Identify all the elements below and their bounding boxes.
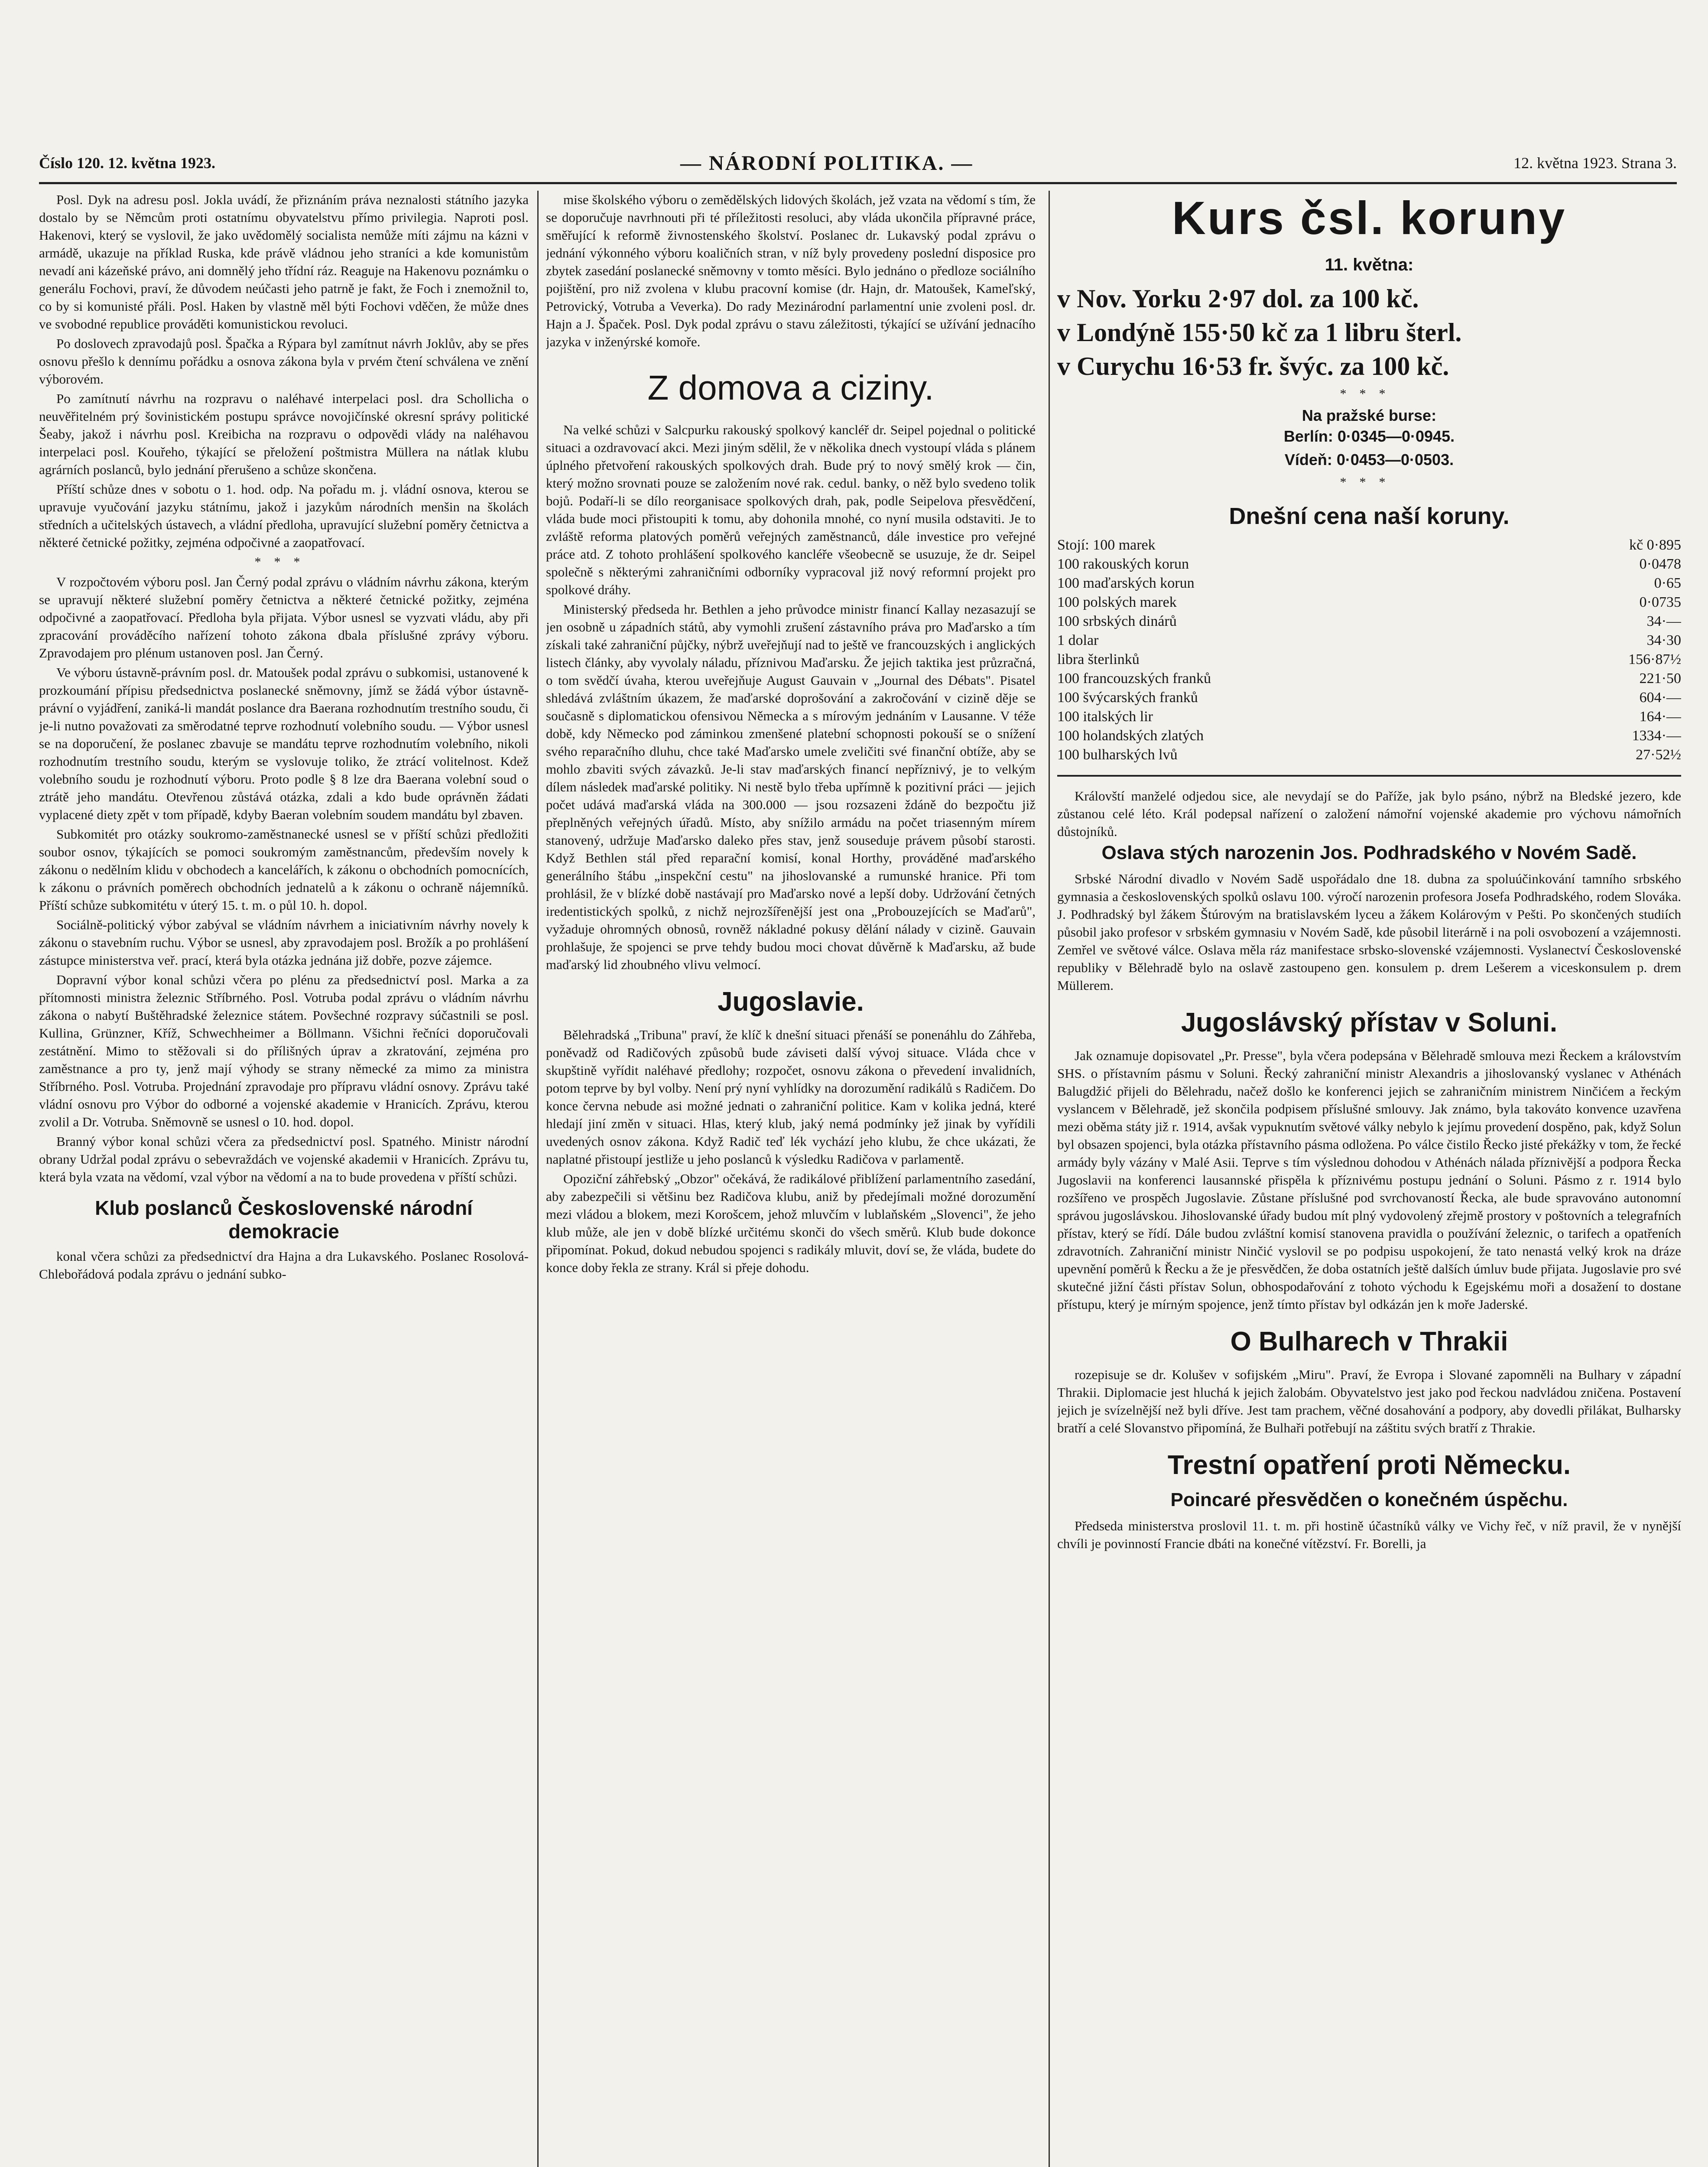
paragraph: Ministerský předseda hr. Bethlen a jeho průvodce ministr financí Kallay nezasazují se jen osobně u západních států, aby vymohli zrušení zástavního práva pro Maďarsko a tím získali také zahraniční půjčky, nýbrž uveřejňují nad to ještě ve francouzských i anglických listech články, aby vyvolaly náladu, příznivou Maďarsku. Že jejich taktika jest průzračná, o tom svědčí úvaha, kterou uveřejňuje August Gauvain v „Journal des Débats". Pisatel shledává zvláštním úkazem, že maďarské doprošování a zakročování v cizině děje se současně s diplomatickou ofensivou Německa a s mírovým jednáním v Lausanne. V téže době, kdy Německo pod záminkou zmenšené platební schopnosti pokouší se o snížení svého reparačního dluhu, chce také Maďarsko umele zveličiti své finanční obtíže, aby se mohlo zbaviti svých závazků. Je-li stav maďarských financí nepříznivý, je to velkým dílem následek maďarské politiky. Ni nestě bylo třeba upřímně k pozitivní práci — jejich počet udává maďarská vláda na 300.000 — jsou rozsazeni ždáně do bezpočtu již přeplněných veřejných úřadů. Místo, aby snížilo armádu na počet triasenným mírem stanovený, udržuje Maďarsko daleko přes stav, jenž souseduje právem působí starosti. Když Bethlen stál před reparační komisí, konal Horthy, prováděné maďarského generálního štábu „inspekční cestu" na jihoslovanské a rumunské hranice. Při tom prohlásil, že v blízké době nastávají pro Maďarsko nové a lepší doby. Udržování četných iredentistických spolků, z nichž nejrozšířenější jest ona „Probouzejících se Maďarů", vyžaduje ohromných obnosů, rovněž nákladné pokusy dělání nálady v cizině. Gauvain prohlašuje, že spojenci se prve tehdy budou moci chovat důvěrně k Maďarsku, až bude maďarský lid zhoubného vlivu velmocí. — [546, 602, 1036, 972]
price-row — [1057, 669, 1681, 688]
paragraph: konal včera schůzi za předsednictví dra Hajna a dra Lukavského. Poslanec Rosolová-Chlebořádová podala zprávu o jednání subko- — [39, 1249, 529, 1282]
paragraph: Po doslovech zpravodajů posl. Špačka a Rýpara byl zamítnut návrh Joklův, aby se přes osnovu přešlo k dennímu pořádku a osnova zákona byla v prvém čtení schválena ve znění výborovém. — [39, 336, 529, 387]
paragraph: Subkomitét pro otázky soukromo-zaměstnanecké usnesl se v příští schůzi předložiti soubor osnov, týkajících se pomoci soukromým zaměstnancům, především novely k zákonu o nedělním klidu v obchodech a kancelářích, k zákonu o obchodních pomocnících, k zákonu o právních poměrech obchodních jednatelů a k zákonu o ochraně nájemníků. Příští schůze subkomitétu v úterý 15. t. m. o půl 10. h. dopol. — [39, 826, 529, 913]
paragraph: Královští manželé odjedou sice, ale nevydají se do Paříže, jak bylo psáno, nýbrž na Bledské jezero, kde zůstanou celé léto. Král podepsal nařízení o založení námořní vojenské akademie pro výchovu námořních důstojníků. — [1057, 788, 1681, 839]
section-heading-domova: Z domova a ciziny. — [647, 368, 934, 407]
price-row — [1057, 745, 1681, 765]
paragraph: Ve výboru ústavně-právním posl. dr. Matoušek podal zprávu o subkomisi, ustanovené k prozkoumání přípisu předsednictva poslanecké sněmovny, jímž se žádá výbor ústavně-právní o vyjádření, zaniká-li mandát poslance dra Baerana rozhodnutím trestního soudu, či je-li nutno považovati za směrodatné teprve rozhodnutí volebního soudu. — Výbor usnesl se na doporučení, že poslanec zbavuje se mandátu teprve rozhodnutím volebního, nikoli rozhodnutím trestního soudu, kterým se vyslovuje toliko, že ztrácí volitelnost. Kdež volebního soudu je rozhodnutí výboru. Proto podle § 8 lze dra Baerana volební soud o ztrátě jeho mandátu. Otevřenou zůstává otázka, zdali a kdo bude oprávněn žádati vyplacené diety zpět v tom případě, kdyby Baeran volebním soudem mandátu byl zbaven. — [39, 665, 529, 822]
price-row — [1057, 707, 1681, 726]
price-label: Stojí: 100 marek — [1057, 537, 1156, 553]
column-divider — [1049, 191, 1050, 2167]
paragraph: Předseda ministerstva proslovil 11. t. m. při hostině účastníků války ve Vichy řeč, v níž pravil, že v nynější chvíli je povinností Francie dbáti na konečné vítězství. Fr. Borelli, ja — [1057, 1518, 1681, 1551]
newspaper-title: — NÁRODNÍ POLITIKA. — — [680, 152, 974, 175]
price-table-title: Dnešní cena naší koruny. — [1229, 503, 1510, 529]
price-value: 0·65 — [1654, 575, 1681, 591]
paragraph: Branný výbor konal schůzi včera za předsednictví posl. Spatného. Ministr národní obrany Udržal podal zprávu o sebevraždách ve vojenské akademii v Hranicích. Zprávu tu, která byla vzata na vědomí, vzal výbor na vědomí a na to bude provedena v příští schůzi. — [39, 1134, 529, 1184]
price-label: 100 švýcarských franků — [1057, 690, 1198, 706]
section-separator: *** — [1340, 387, 1399, 401]
price-value: kč 0·895 — [1629, 537, 1681, 553]
column-divider — [537, 191, 539, 2167]
section-heading-oslava: Oslava stých narozenin Jos. Podhradského v Novém Sadě. — [1101, 842, 1637, 863]
date-page: 12. května 1923. Strana 3. — [1513, 154, 1677, 172]
bourse-title: Na pražské burse: — [1302, 407, 1437, 424]
page-header — [39, 154, 1677, 180]
price-value: 27·52½ — [1636, 747, 1681, 763]
issue-number: Číslo 120. 12. května 1923. — [39, 154, 216, 172]
price-label: libra šterlinků — [1057, 651, 1140, 667]
paragraph: rozepisuje se dr. Kolušev v sofijském „Miru". Praví, že Evropa i Slované zapomněli na Bulhary v západní Thrakii. Diplomacie jest hluchá k jejich žalobám. Obyvatelstvo jest jako pod řeckou nadvládou zničena. Postavení jejich je svízelnější než byli dříve. Jest tam prachem, věčné dosahování a podpory, aby dovedli přilákat, Bulharsky bratří a celé Slovanstvo připomíná, že Bulhaři potřebují na záštitu svých bratří z Thrakie. — [1057, 1367, 1681, 1435]
box-rule — [1057, 775, 1681, 777]
price-row — [1057, 555, 1681, 574]
price-label: 100 italských lir — [1057, 709, 1153, 725]
paragraph: Srbské Národní divadlo v Novém Sadě uspořádalo dne 18. dubna za spoluúčinkování tamního srbského gymnasia a československých spolků oslavu 100. výročí narozenin profesora Josefa Podhradského, rodem Slováka. J. Podhradský byl žákem Štúrovým na bratislavském lyceu a žákem Kolárovým v Pešti. Po skončených studiích působil jako profesor v srbském gymnasiu v Novém Sadě, kde působil literárně i na poli osvobození a vzájemnosti. Zemřel ve světové válce. Oslava měla ráz manifestace srbsko-slovenské vzájemnosti. Vyslanectví Československé republiky v Bělehradě bylo na oslavě zastoupeno gen. konsulem p. drem Lešerem a viceskonsulem p. drem Müllerem. — [1057, 871, 1681, 993]
price-label: 100 rakouských korun — [1057, 556, 1189, 572]
section-heading-trest: Trestní opatření proti Německu. — [1167, 1450, 1571, 1480]
column-2 — [546, 191, 1036, 2167]
section-heading-bulhari: O Bulharech v Thrakii — [1230, 1327, 1508, 1357]
price-value: 604·— — [1639, 690, 1681, 706]
price-label: 100 holandských zlatých — [1057, 728, 1204, 744]
section-heading-pristav: Jugoslávský přístav v Soluni. — [1181, 1008, 1558, 1038]
column-1 — [39, 191, 529, 2167]
price-label: 100 srbských dinárů — [1057, 613, 1177, 629]
price-label: 1 dolar — [1057, 632, 1099, 648]
price-row — [1057, 650, 1681, 669]
price-row — [1057, 593, 1681, 612]
bourse-berlin: Berlín: 0·0345—0·0945. — [1283, 427, 1455, 445]
price-value: 34·30 — [1646, 632, 1681, 648]
club-heading: Klub poslanců Československé národní demokracie — [95, 1197, 473, 1243]
price-row — [1057, 688, 1681, 707]
section-subheading-trest: Poincaré přesvědčen o konečném úspěchu. — [1170, 1489, 1568, 1510]
price-value: 221·50 — [1639, 670, 1681, 687]
currency-box-title: Kurs čsl. koruny — [1172, 192, 1567, 244]
price-row — [1057, 574, 1681, 593]
paragraph: Po zamítnutí návrhu na rozpravu o naléhavé interpelaci posl. dra Schollicha o neuvěřitelném prý šovinistickém postupu správce novojičínské okresní správy politické Šeaby, jakož i návrhu posl. Kreibicha na rozpravu o odpovědi vlády na naléhavou interpelaci posl. Kouřeho, týkající se přeložení poštmistra Müllera na nátlak klubu agrárních poslanců, bylo jednání přerušeno a schůze skončena. — [39, 391, 529, 477]
price-label: 100 bulharských lvů — [1057, 747, 1178, 763]
section-separator: *** — [254, 555, 313, 569]
paragraph: Jak oznamuje dopisovatel „Pr. Presse", byla včera podepsána v Bělehradě smlouva mezi Řeckem a královstvím SHS. o přístavním pásmu v Soluni. Řecký zahraniční ministr Alexandris a jihoslovanský vyslanec v Athénách Balugdžić přijeli do Bělehradu, načež došlo ke konferenci jejich se zahraničním ministrem Ninčićem a řeckým vyslancem v Bělehradě, jež skončila podpisem příslušné smlouvy. Jak známo, byla takováto konvence uzavřena mezi oběma státy již r. 1914, avšak vypuknutím světové války nebylo k jejímu provedení dospěno, pak, když Solun byl obsazen spojenci, byla otázka přístavního pásma odložena. Po válce čistilo Řecko jisté překážky v tom, že řecké armády byly vázány v Malé Asii. Teprve s tím výslednou dohodou v Athénách nálada příznivější a podpora Řecka Jugoslavii na konferenci lausannské přispěla k příznivému postupu jednání o Soluni. Pásmo z r. 1914 bylo rozšířeno ve prospěch Jugoslavie. Zůstane příslušné pod svrchovaností Řecka, ale bude spravováno autonomní správou jugoslávskou. Jihoslovanské úřady budou mít plný vydovolený zřejmě prostory v poštovních a telegrafních přístav, který se řídí. Dále budou zvláštní komisí stanovena pravidla o používání železnic, o tarifech a opatřeních zdravotních. Zahraniční ministr Ninčić vyslovil se po podpisu uspokojení, že tato nenastá velký krok na dráze upevnění poměrů k Řecku a že je přesvědčen, že doba ostatních ještě dalších úmluv bude přijata. Jugoslavie pro své skutečné jižní části přístav Solun, obhospodařování z tohoto východu k Egejskému moři a dosažení to dostane přístupu, který je mírným spojence, jenž tímto přístav byl odkázán jen k moře Jaderské. — [1057, 1048, 1681, 1312]
price-row — [1057, 631, 1681, 650]
price-row — [1057, 726, 1681, 745]
price-value: 0·0735 — [1639, 594, 1681, 610]
paragraph: Opoziční záhřebský „Obzor" očekává, že radikálové přiblížení parlamentního zasedání, aby zabezpečili si většinu bez Radičova klubu, aniž by předejímali možné dorozumění mezi vládou a blokem, mezi Korošcem, jehož mluvčím v lublaňském „Slovenci", že jeho klub může, ale jen v době blízké určitému skonči do všech směrů. Klub bude dokonce připomínat. Pokud, dokud nebudou spojenci s radikály mluvit, doví se, že vláda, budete do konce doby řekla ze strany. Král si přeje dohodu. — [546, 1171, 1036, 1275]
paragraph: Bělehradská „Tribuna" praví, že klíč k dnešní situaci přenáší se ponenáhlu do Záhřeba, poněvadž od Radičových způsobů bude záviseti další vývoj situace. Vláda chce v skupštině vyřídit naléhavé předlohy; rozpočet, osnovu zákona o převedení invalidních, potom teprve by byl volby. Není prý nyní vyhlídky na dorozumění radikálů s Radičem. Do konce června nebude asi možné jednati o zahraniční politice. Kam v kolika jedná, které hledají jiní změn v situaci. Hlas, který klub, jaký nemá podmínky jež jinak by vyřídili uvedených osnov zákona. Když Radič teď lék vychází jeho klubu, že chce ukázati, že naplatné přistoupí jestliže u jeho poslanců k výsledku Radičova v parlamentě. — [546, 1027, 1036, 1167]
rate-new-york: v Nov. Yorku 2·97 dol. za 100 kč. — [1057, 284, 1419, 313]
price-row — [1057, 612, 1681, 631]
price-label: 100 polských marek — [1057, 594, 1177, 610]
price-value: 0·0478 — [1639, 556, 1681, 572]
paragraph: mise školského výboru o zemědělských lidových školách, jež vzata na vědomí s tím, že se doporučuje navrhnouti při té příležitosti resoluci, aby vláda ukončila přípravné práce, směřující k reformě živnostenského školství. Poslanec dr. Lukavský podal zprávu o jednání výkonného výboru koaličních stran, v níž byly provedeny poslední disposice pro zbytek zasedání poslanecké sněmovny v tomto měsíci. Bylo jednáno o předloze sociálního pojištění, pro niž zvolena v klubu pracovní komise (dr. Hajn, dr. Matoušek, Kameľský, Petrovický, Votruba a Veverka). Do rady Mezinárodní parlamentní unie zvoleni posl. dr. Hajn a J. Špaček. Posl. Dyk podal zprávu o stavu záležitosti, týkající se užívání jednacího jazyka v inženýrské komoře. — [546, 192, 1036, 349]
paragraph: Posl. Dyk na adresu posl. Jokla uvádí, že přiznáním práva neznalosti státního jazyka dostalo by se Němcům proti ostatnímu obyvatelstvu přímo privilegia. Naproti posl. Hakenovi, který se vyslovil, že jako uvědomělý socialista nemůže míti zájmu na kázni v armádě, ukazuje na příklad Ruska, kde právě vládnou jeho straníci a kde komunistům nevadí ani kázeňské právo, ani domnělý jeho třídní ráz. Reaguje na Hakenovu poznámku o generálu Fochovi, praví, že důvodem neúčasti jeho patrně je fakt, že Foch i znemožnil to, co by si komunisté přáli. Posl. Haken by vlastně měl býti Fochovi vděčen, že může dnes ve svobodné republice prováděti komunistickou revoluci. — [39, 192, 529, 332]
price-value: 164·— — [1639, 709, 1681, 725]
section-heading-jugoslavie: Jugoslavie. — [718, 987, 864, 1017]
paragraph: Příští schůze dnes v sobotu o 1. hod. odp. Na pořadu m. j. vládní osnova, kterou se upravuje vyučování jazyku státnímu, jakož i jazykům národních menšin na školách středních a učitelských ústavech, a vládní předloha, upravující služební poměry četnictva a některé četnické požitky, zejména odpočivné a zaopatřovací. — [39, 482, 529, 550]
rate-london: v Londýně 155·50 kč za 1 libru šterl. — [1057, 318, 1462, 347]
section-separator: *** — [1340, 475, 1399, 489]
price-table — [1057, 536, 1681, 765]
bourse-vienna: Vídeň: 0·0453—0·0503. — [1284, 451, 1454, 469]
price-value: 34·— — [1646, 613, 1681, 629]
price-row — [1057, 536, 1681, 555]
rate-zurich: v Curychu 16·53 fr. švýc. za 100 kč. — [1057, 352, 1449, 381]
price-label: 100 francouzských franků — [1057, 670, 1211, 687]
price-value: 156·87½ — [1628, 651, 1681, 667]
price-value: 1334·— — [1632, 728, 1681, 744]
paragraph: Dopravní výbor konal schůzi včera po plénu za předsednictví posl. Marka a za přítomnosti ministra železnic Stříbrného. Posl. Votruba podal zprávu o vládním návrhu zákona o nabytí Buštěhradské železnice státem. Povšechné rozpravy súčastnili se posl. Kullina, Grünzner, Kříž, Schwechheimer a Böllmann. Všichni řečníci doporučovali zestátnění. Mimo to stěžovali si do přílišných úprav a zkratování, zejména pro zaměstnance a pro ty, jenž mají výhody se strany německé za mimo za ministra Stříbrného. Posl. Votruba. Projednání zpravodaje pro přípravu vládní osnovy. Zprávu také vládní osnovu pro Výbor do odborné a vojenské akademie v Hranicích. Zprávu, kterou zvolil a Dr. Votruba. Sněmovně se usnesl o 10. hod. dopol. — [39, 972, 529, 1129]
price-label: 100 maďarských korun — [1057, 575, 1195, 591]
column-3 — [1057, 191, 1681, 2167]
paragraph: Na velké schůzi v Salcpurku rakouský spolkový kancléř dr. Seipel pojednal o politické situaci a ozdravovací akci. Mezi jiným sdělil, že v několika dnech vystoupí vláda s plánem úplného přetvoření rakouských spolkových drah. Bude prý to nový smělý krok — čin, který možno srovnati pouze se založením nové rak. cedul. banky, o něž bylo svedeno tolik bojů. Podaří-li se dílo reorganisace spolkových drah, pak, podle Seipelova přesvědčení, vláda bude moci přistoupiti k tomu, aby dohonila mnohé, co nyní musila odstaviti. Je to zvláště reforma platových poměrů veřejných zaměstnanců, dále investice pro veřejné práce atd. Z tohoto prohlášení spolkového kancléře všeobecně se usuzuje, že dr. Seipel společně s některými zahraničními odborníky vypracoval již nový reformní projekt pro spolkové dráhy. — [546, 422, 1036, 597]
currency-date: 11. května: — [1325, 255, 1414, 274]
paragraph: V rozpočtovém výboru posl. Jan Černý podal zprávu o vládním návrhu zákona, kterým se upravují některé služební poměry četnictva a některé četnické požitky, zejména odpočivné a zaopatřovací. Předloha byla přijata. Výbor usnesl se vyzvati vládu, aby při zpracování prováděcího nařízení tohoto zákona dbala příslušné zprávy výboru. Zpravodajem pro plénum ustanoven posl. Jan Černý. — [39, 574, 529, 661]
paragraph: Sociálně-politický výbor zabýval se vládním návrhem a iniciativním návrhy novely k zákonu o stavebním ruchu. Výbor se usnesl, aby zpravodajem posl. Brožík a po prohlášení zástupce ministerstva veř. prací, která byla otázka jednána již dobře, pozve zájemce. — [39, 917, 529, 968]
header-rule — [39, 182, 1677, 184]
